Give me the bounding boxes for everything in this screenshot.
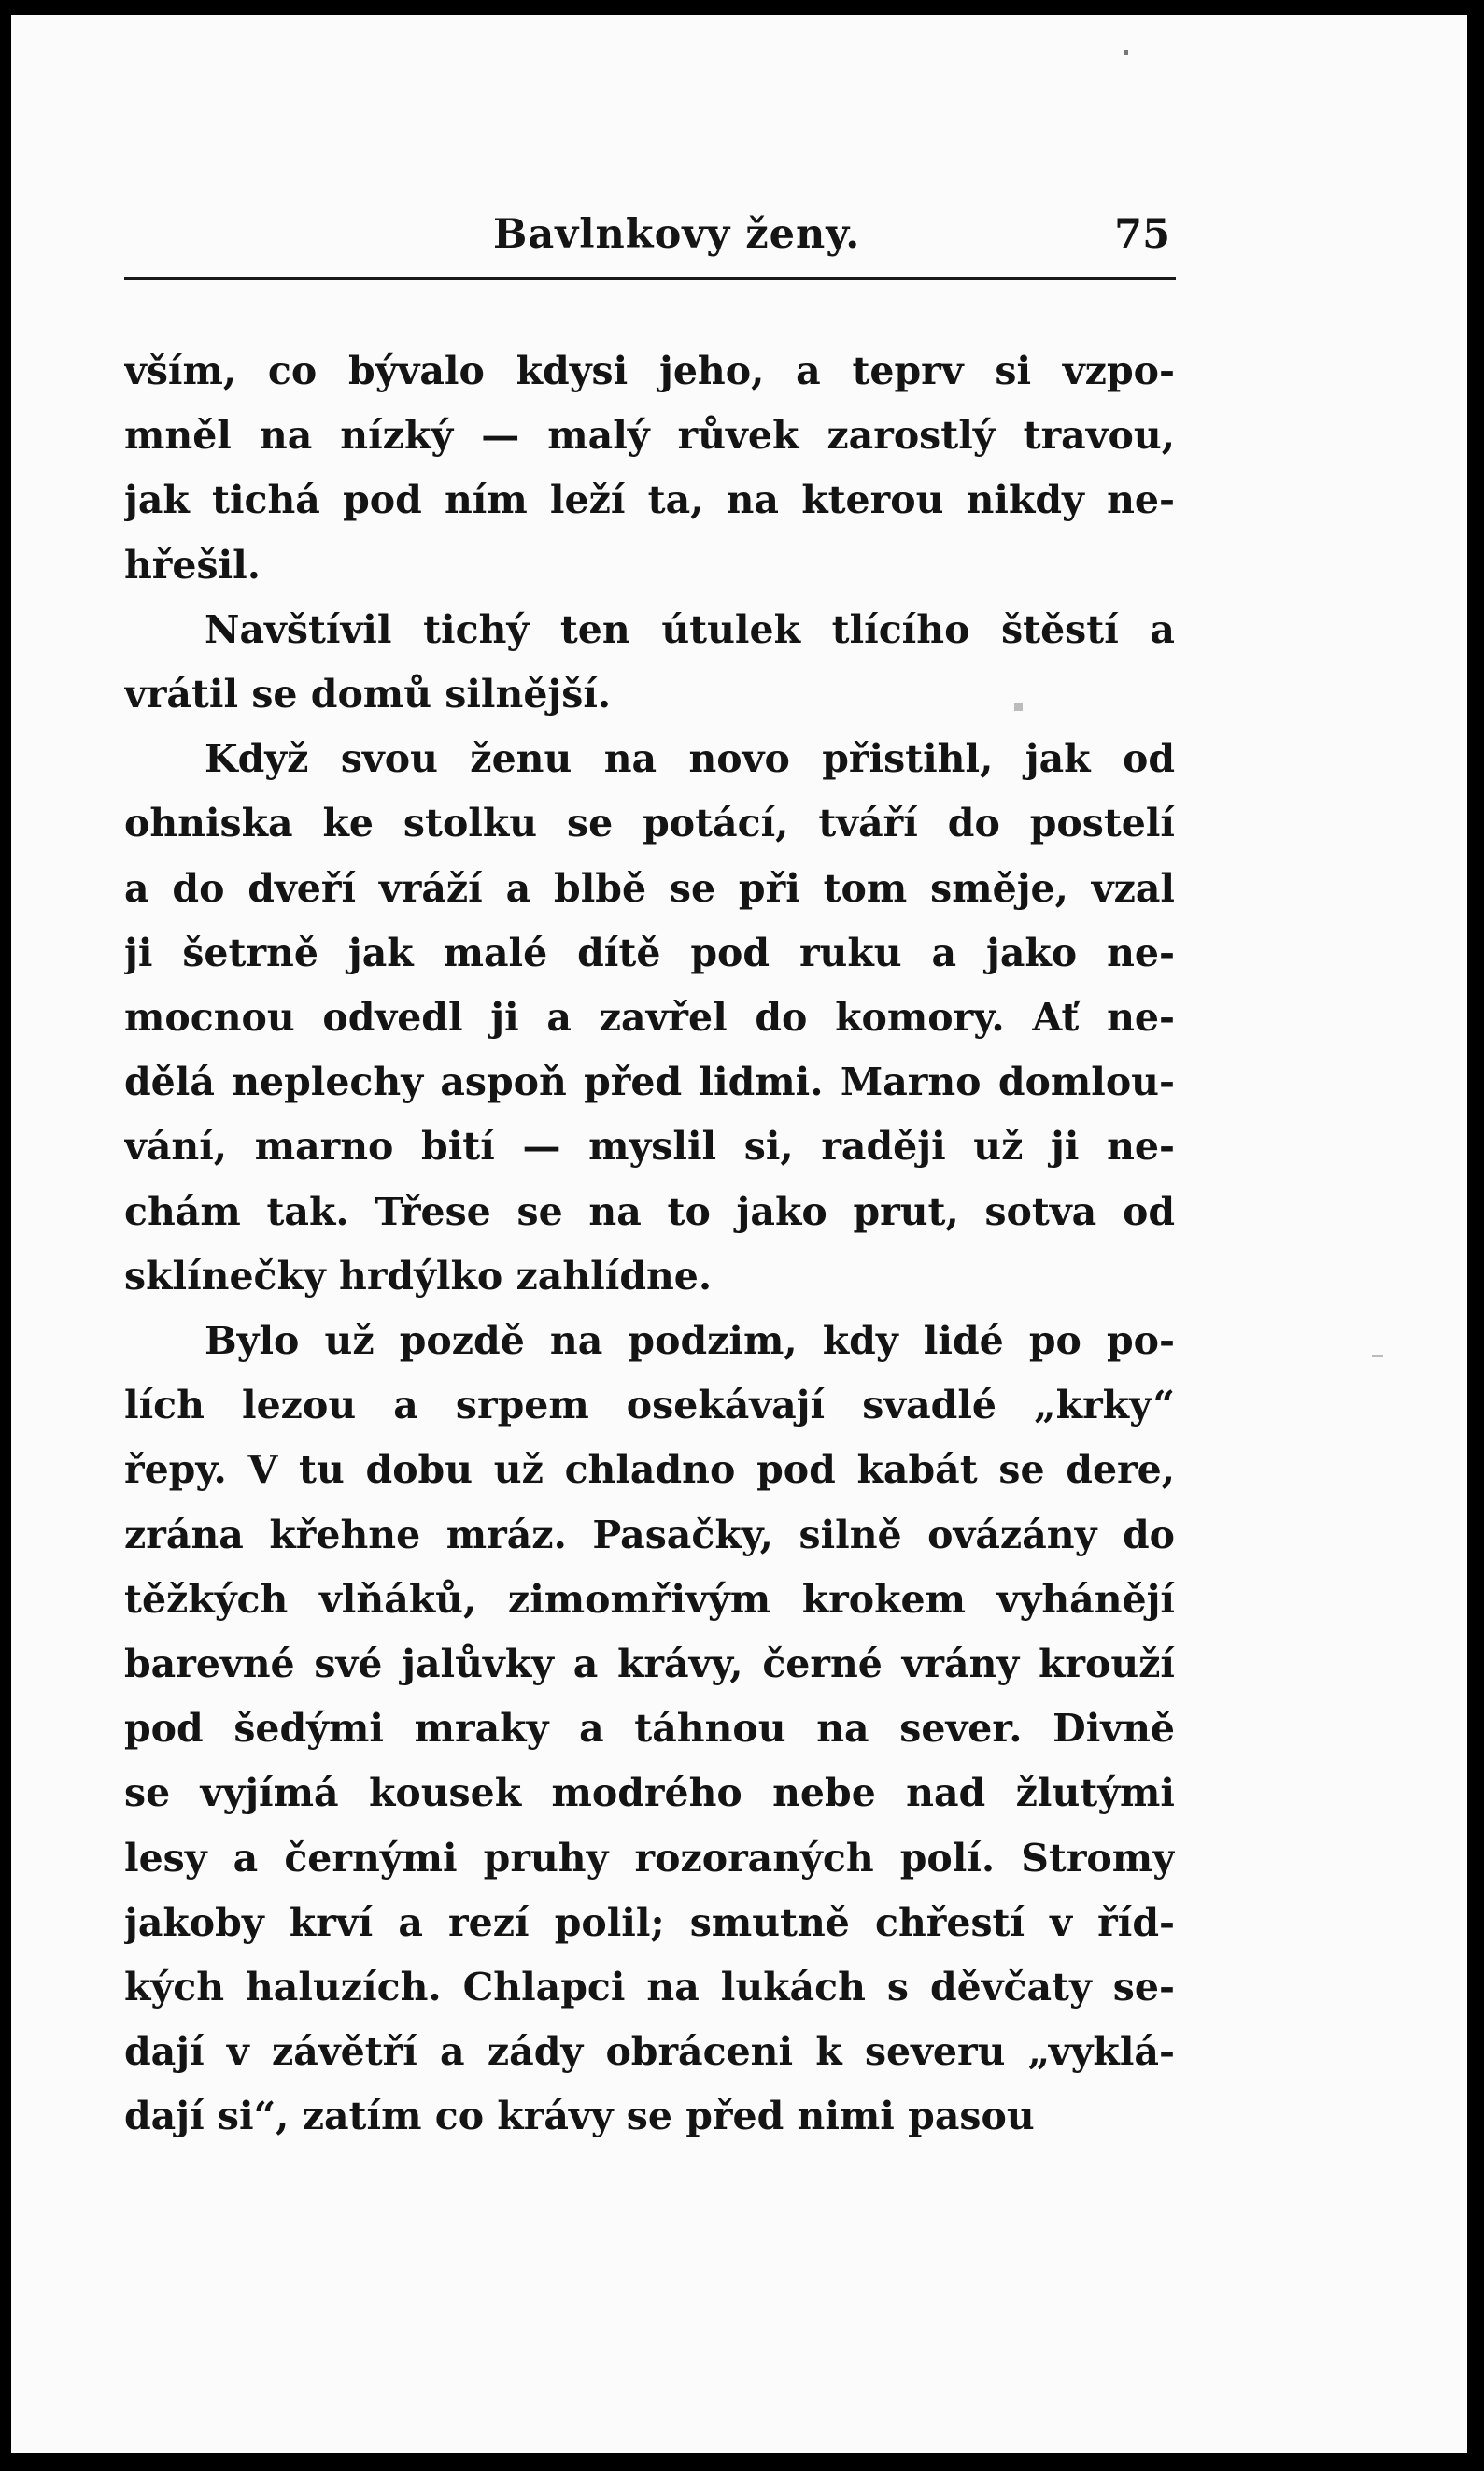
text-line: těžkých vlňáků, zimomřivým krokem vyhánějí — [124, 1576, 1175, 1622]
text-line: lesy a černými pruhy rozoraných polí. Stromy — [124, 1835, 1175, 1881]
text-line: řepy. V tu dobu už chladno pod kabát se dere, — [124, 1447, 1175, 1493]
text-line: mocnou odvedl ji a zavřel do komory. Ať ne- — [124, 995, 1175, 1041]
text-line: vání, marno bití — myslil si, raději už ji ne- — [124, 1124, 1175, 1170]
text-line: mněl na nízký — malý růvek zarostlý travou, — [124, 413, 1175, 459]
running-header — [124, 200, 1176, 275]
text-line: dají v závětří a zády obráceni k severu „vyklá- — [124, 2029, 1175, 2075]
text-line: jakoby krví a rezí polil; smutně chřestí v říd- — [124, 1899, 1175, 1945]
text-line: vrátil se domů silnější. — [124, 672, 612, 717]
text-line: pod šedými mraky a táhnou na sever. Divně — [124, 1706, 1175, 1752]
page-number: 75 — [1114, 211, 1170, 258]
text-line: ji šetrně jak malé dítě pod ruku a jako ne- — [124, 930, 1175, 975]
text-line: chám tak. Třese se na to jako prut, sotva od — [124, 1188, 1175, 1234]
text-line: vším, co bývalo kdysi jeho, a teprv si vzpo- — [124, 348, 1175, 393]
paragraph — [124, 1309, 1175, 2150]
paragraph — [124, 598, 1175, 727]
text-line: dělá neplechy aspoň před lidmi. Marno domlou- — [124, 1059, 1175, 1105]
text-line: Když svou ženu na novo přistihl, jak od — [205, 736, 1175, 782]
text-line: Bylo už pozdě na podzim, kdy lidé po po- — [205, 1318, 1175, 1364]
text-line: barevné své jalůvky a krávy, černé vrány krouží — [124, 1641, 1175, 1687]
text-line: se vyjímá kousek modrého nebe nad žlutými — [124, 1770, 1175, 1816]
body-text — [124, 339, 1175, 2150]
text-line: lích lezou a srpem osekávají svadlé „krky“ — [124, 1383, 1175, 1428]
paragraph — [124, 727, 1175, 1309]
paragraph — [124, 339, 1175, 598]
text-line: zrána křehne mráz. Pasačky, silně ovázány do — [124, 1512, 1175, 1557]
text-line: ohniska ke stolku se potácí, tváří do postelí — [124, 801, 1175, 846]
text-line: Navštívil tichý ten útulek tlícího štěstí a — [205, 606, 1175, 652]
text-line: sklínečky hrdýlko zahlídne. — [124, 1253, 713, 1299]
text-line: a do dveří vráží a blbě se při tom směje, vzal — [124, 865, 1175, 911]
paper-speck — [1372, 1355, 1383, 1357]
text-line: jak tichá pod ním leží ta, na kterou nikdy ne- — [124, 477, 1175, 523]
running-title: Bavlnkovy ženy. — [493, 211, 861, 258]
header-rule — [124, 277, 1176, 280]
text-line: dají si“, zatím co krávy se před nimi pasou — [124, 2094, 1035, 2139]
text-line: hřešil. — [124, 542, 261, 588]
paper-speck — [1124, 50, 1128, 55]
text-line: kých haluzích. Chlapci na lukách s děvčaty se- — [124, 1965, 1175, 2010]
